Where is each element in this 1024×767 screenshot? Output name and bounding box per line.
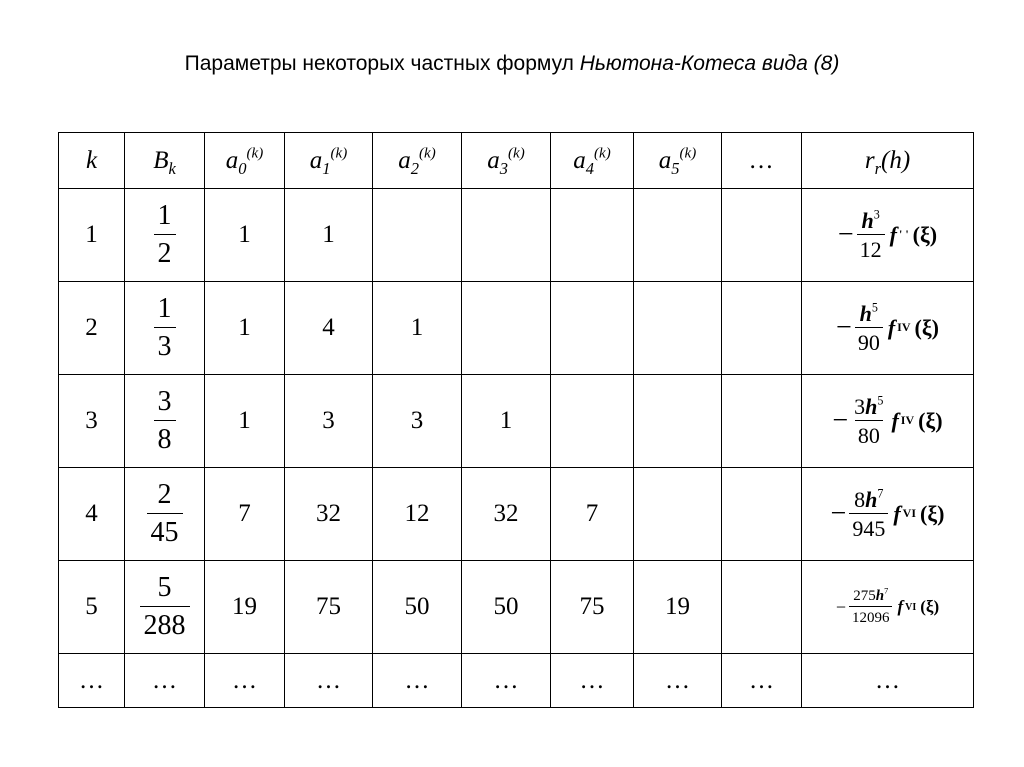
minus-sign: − (832, 404, 849, 436)
step-h: h (861, 207, 874, 233)
cell-a5 (634, 282, 722, 375)
ellipsis-row (59, 654, 974, 708)
h-power: 3 (873, 207, 880, 222)
ellipsis-cell: … (125, 654, 205, 708)
remainder-denominator: 945 (849, 513, 888, 541)
remainder-coef: 3 (854, 393, 866, 419)
header-a2: $a_2^{(k)}$ (373, 133, 462, 189)
header-remainder: $r_r(h)$ (802, 133, 974, 189)
cell-a5 (634, 468, 722, 561)
cell-bk (125, 561, 205, 654)
derivative-argument: (ξ) (918, 407, 943, 433)
cell-a5: 19 (634, 561, 722, 654)
header-a3: $a_3^{(k)}$ (462, 133, 551, 189)
cell-k: 5 (59, 561, 125, 654)
bk-fraction (154, 294, 176, 363)
cell-a0: 1 (205, 375, 285, 468)
minus-sign: − (830, 497, 847, 529)
cell-a0: 1 (205, 282, 285, 375)
h-power: 7 (884, 586, 889, 596)
remainder-formula (836, 301, 939, 355)
cell-bk (125, 189, 205, 282)
ellipsis-cell: … (205, 654, 285, 708)
h-power: 5 (871, 300, 878, 315)
remainder-fraction (849, 487, 888, 541)
header-a4: $a_4^{(k)}$ (551, 133, 634, 189)
minus-sign: − (835, 596, 846, 617)
cell-a2: 12 (373, 468, 462, 561)
header-row (59, 133, 974, 189)
h-power: 5 (877, 393, 884, 408)
cell-a1: 1 (285, 189, 373, 282)
minus-sign: − (837, 218, 854, 250)
remainder-denominator: 80 (855, 420, 883, 448)
bk-numerator: 1 (157, 199, 172, 231)
remainder-fraction (851, 394, 886, 448)
ellipsis-cell: … (59, 654, 125, 708)
cell-k: 2 (59, 282, 125, 375)
remainder-formula (838, 208, 937, 262)
cell-a0: 19 (205, 561, 285, 654)
table-row (59, 468, 974, 561)
cell-a0: 7 (205, 468, 285, 561)
bk-numerator: 5 (157, 571, 172, 603)
cell-bk (125, 375, 205, 468)
remainder-numerator (851, 487, 886, 513)
remainder-denominator: 12 (857, 234, 885, 262)
cell-k: 3 (59, 375, 125, 468)
ellipsis-cell: … (285, 654, 373, 708)
cell-ellipsis (722, 375, 802, 468)
derivative-order: IV (900, 413, 915, 428)
cell-a1: 75 (285, 561, 373, 654)
title-italic-text: Ньютона-Котеса вида (8) (579, 52, 840, 75)
step-h: h (865, 486, 878, 512)
derivative-order: VI (905, 601, 917, 613)
bk-fraction (147, 480, 183, 549)
derivative-f: f (891, 407, 899, 433)
derivative-f: f (889, 221, 897, 247)
cell-k: 4 (59, 468, 125, 561)
cell-a5 (634, 189, 722, 282)
bk-numerator: 3 (157, 385, 172, 417)
derivative-f: f (893, 500, 901, 526)
header-k: k (59, 133, 125, 189)
bk-numerator: 2 (157, 478, 172, 510)
bk-denominator: 45 (147, 513, 183, 549)
cell-ellipsis (722, 282, 802, 375)
ellipsis-cell: … (634, 654, 722, 708)
h-power: 7 (877, 486, 884, 501)
cell-remainder (802, 375, 974, 468)
table-row (59, 189, 974, 282)
remainder-numerator (857, 301, 881, 327)
cell-a3: 50 (462, 561, 551, 654)
cell-a0: 1 (205, 189, 285, 282)
ellipsis-cell: … (462, 654, 551, 708)
step-h: h (875, 587, 885, 604)
title-text: Параметры некоторых частных формул (184, 52, 580, 75)
table-row (59, 375, 974, 468)
table-row (59, 282, 974, 375)
remainder-formula (831, 487, 945, 541)
header-a0: $a_0^{(k)}$ (205, 133, 285, 189)
cell-a2: 1 (373, 282, 462, 375)
remainder-coef: 275 (853, 587, 876, 604)
derivative-order: VI (902, 506, 916, 521)
derivative-argument: (ξ) (920, 597, 940, 616)
derivative-argument: (ξ) (914, 314, 939, 340)
cell-remainder (802, 189, 974, 282)
remainder-coef: 8 (854, 486, 866, 512)
cell-a3: 1 (462, 375, 551, 468)
cell-a3 (462, 282, 551, 375)
minus-sign: − (836, 311, 852, 343)
cell-a2 (373, 189, 462, 282)
bk-numerator: 1 (157, 292, 172, 324)
cell-remainder (802, 282, 974, 375)
header-ellipsis: … (722, 133, 802, 189)
header-a1: $a_1^{(k)}$ (285, 133, 373, 189)
bk-denominator: 288 (140, 606, 190, 642)
cell-bk (125, 468, 205, 561)
header-a5: $a_5^{(k)}$ (634, 133, 722, 189)
cell-ellipsis (722, 468, 802, 561)
bk-denominator: 2 (154, 234, 176, 270)
remainder-fraction (857, 208, 885, 262)
cell-a3 (462, 189, 551, 282)
remainder-numerator (850, 588, 891, 606)
cell-a1: 3 (285, 375, 373, 468)
remainder-numerator (851, 394, 886, 420)
bk-denominator: 3 (154, 327, 176, 363)
derivative-f: f (897, 597, 904, 616)
remainder-denominator: 90 (855, 327, 883, 355)
cell-ellipsis (722, 189, 802, 282)
cell-a2: 50 (373, 561, 462, 654)
cell-remainder (802, 468, 974, 561)
remainder-denominator: 12096 (849, 606, 893, 627)
cell-a4 (551, 189, 634, 282)
remainder-fraction (849, 588, 893, 627)
cell-a4 (551, 282, 634, 375)
bk-fraction (140, 573, 190, 642)
remainder-numerator (859, 208, 883, 234)
step-h: h (859, 300, 872, 326)
page-title (0, 52, 1024, 76)
newton-cotes-table (58, 132, 974, 708)
derivative-order: ' ' (898, 227, 909, 242)
cell-a4 (551, 375, 634, 468)
cell-bk (125, 282, 205, 375)
remainder-fraction (855, 301, 883, 355)
remainder-formula (832, 394, 942, 448)
cell-a1: 4 (285, 282, 373, 375)
cell-remainder (802, 561, 974, 654)
cell-a2: 3 (373, 375, 462, 468)
ellipsis-cell: … (722, 654, 802, 708)
table-row (59, 561, 974, 654)
derivative-argument: (ξ) (920, 500, 945, 526)
cell-a4: 75 (551, 561, 634, 654)
cell-k: 1 (59, 189, 125, 282)
derivative-f: f (887, 314, 896, 340)
bk-fraction (154, 387, 176, 456)
cell-a1: 32 (285, 468, 373, 561)
cell-a4: 7 (551, 468, 634, 561)
ellipsis-cell: … (802, 654, 974, 708)
derivative-order: IV (897, 320, 911, 335)
cell-ellipsis (722, 561, 802, 654)
bk-denominator: 8 (154, 420, 176, 456)
remainder-formula (836, 588, 939, 627)
step-h: h (865, 393, 878, 419)
derivative-argument: (ξ) (912, 221, 938, 247)
header-bk: $B_k$ (125, 133, 205, 189)
cell-a5 (634, 375, 722, 468)
cell-a3: 32 (462, 468, 551, 561)
ellipsis-cell: … (551, 654, 634, 708)
ellipsis-cell: … (373, 654, 462, 708)
bk-fraction (154, 201, 176, 270)
